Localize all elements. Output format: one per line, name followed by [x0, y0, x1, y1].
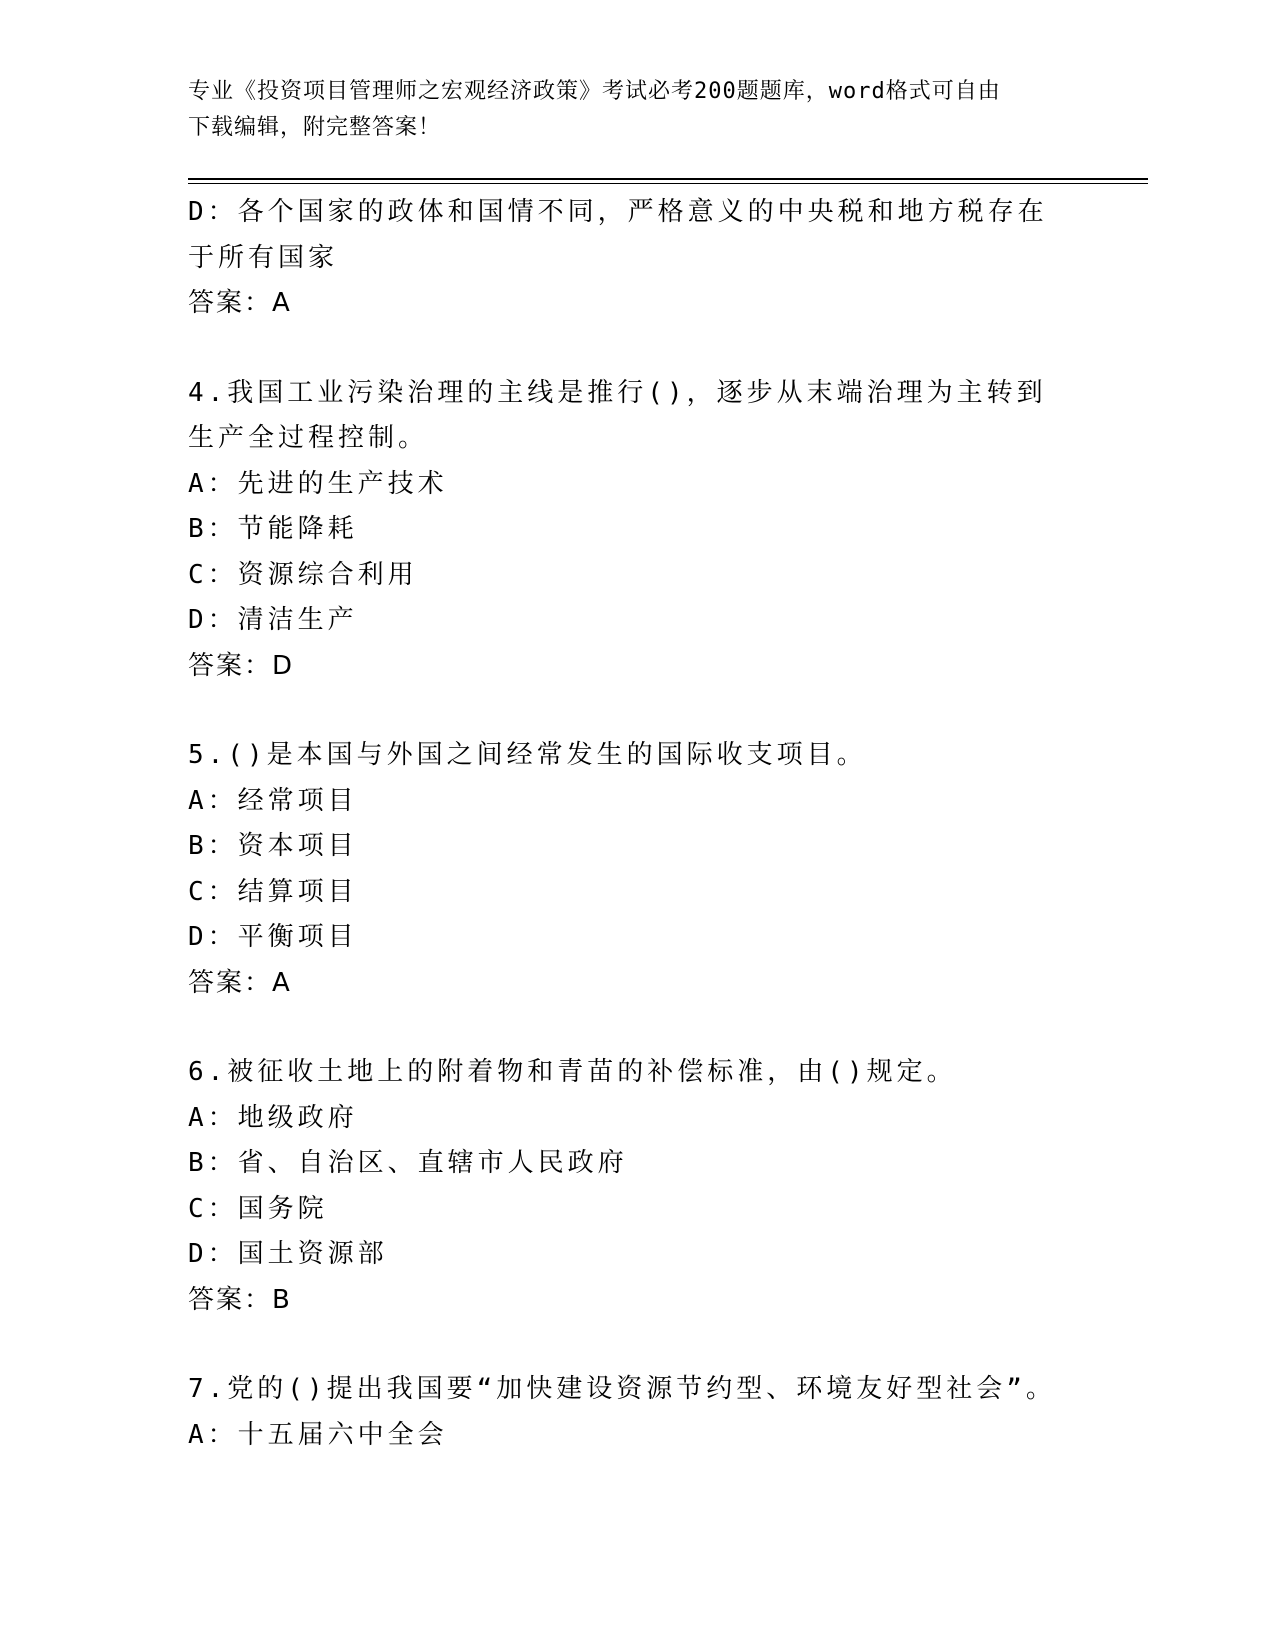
question-list: [188, 190, 1088, 1458]
header-divider-thin: [188, 183, 1148, 184]
question-5: [188, 733, 1088, 1006]
option-b: B：节能降耗: [188, 514, 358, 544]
option-a: A：经常项目: [188, 785, 358, 816]
header-line-1: 专业《投资项目管理师之宏观经济政策》考试必考200题题库，word格式可自由: [188, 79, 1001, 104]
option-c: C：资源综合利用: [188, 559, 418, 590]
option-b: B：资本项目: [188, 831, 358, 861]
option-d: D：各个国家的政体和国情不同，严格意义的中央税和地方税存在于所有国家: [188, 197, 1048, 273]
question-6: [188, 1050, 1088, 1323]
answer-line: 答案：A: [188, 967, 292, 998]
question-7: [188, 1367, 1088, 1458]
option-a: A：地级政府: [188, 1102, 358, 1133]
header-line-2: 下载编辑，附完整答案！: [188, 115, 442, 140]
option-c: C：结算项目: [188, 876, 358, 907]
answer-line: 答案：A: [188, 288, 292, 318]
option-d: D：清洁生产: [188, 605, 358, 635]
option-a: A：先进的生产技术: [188, 468, 448, 499]
option-d: D：国土资源部: [188, 1239, 388, 1269]
answer-line: 答案：B: [188, 1284, 292, 1315]
header-divider-thick: [188, 178, 1148, 180]
question-stem: 4.我国工业污染治理的主线是推行()，逐步从末端治理为主转到生产全过程控制。: [188, 377, 1047, 453]
option-b: B：省、自治区、直辖市人民政府: [188, 1148, 628, 1178]
question-fragment: [188, 190, 1088, 327]
option-c: C：国务院: [188, 1193, 328, 1224]
answer-line: 答案：D: [188, 650, 295, 681]
question-stem: 7.党的()提出我国要“加快建设资源节约型、环境友好型社会”。: [188, 1374, 1056, 1404]
option-d: D：平衡项目: [188, 922, 358, 952]
question-stem: 5.()是本国与外国之间经常发生的国际收支项目。: [188, 740, 867, 770]
option-a: A：十五届六中全会: [188, 1419, 448, 1450]
question-stem: 6.被征收土地上的附着物和青苗的补偿标准，由()规定。: [188, 1057, 957, 1087]
document-header: [188, 74, 1088, 146]
question-4: [188, 371, 1088, 690]
